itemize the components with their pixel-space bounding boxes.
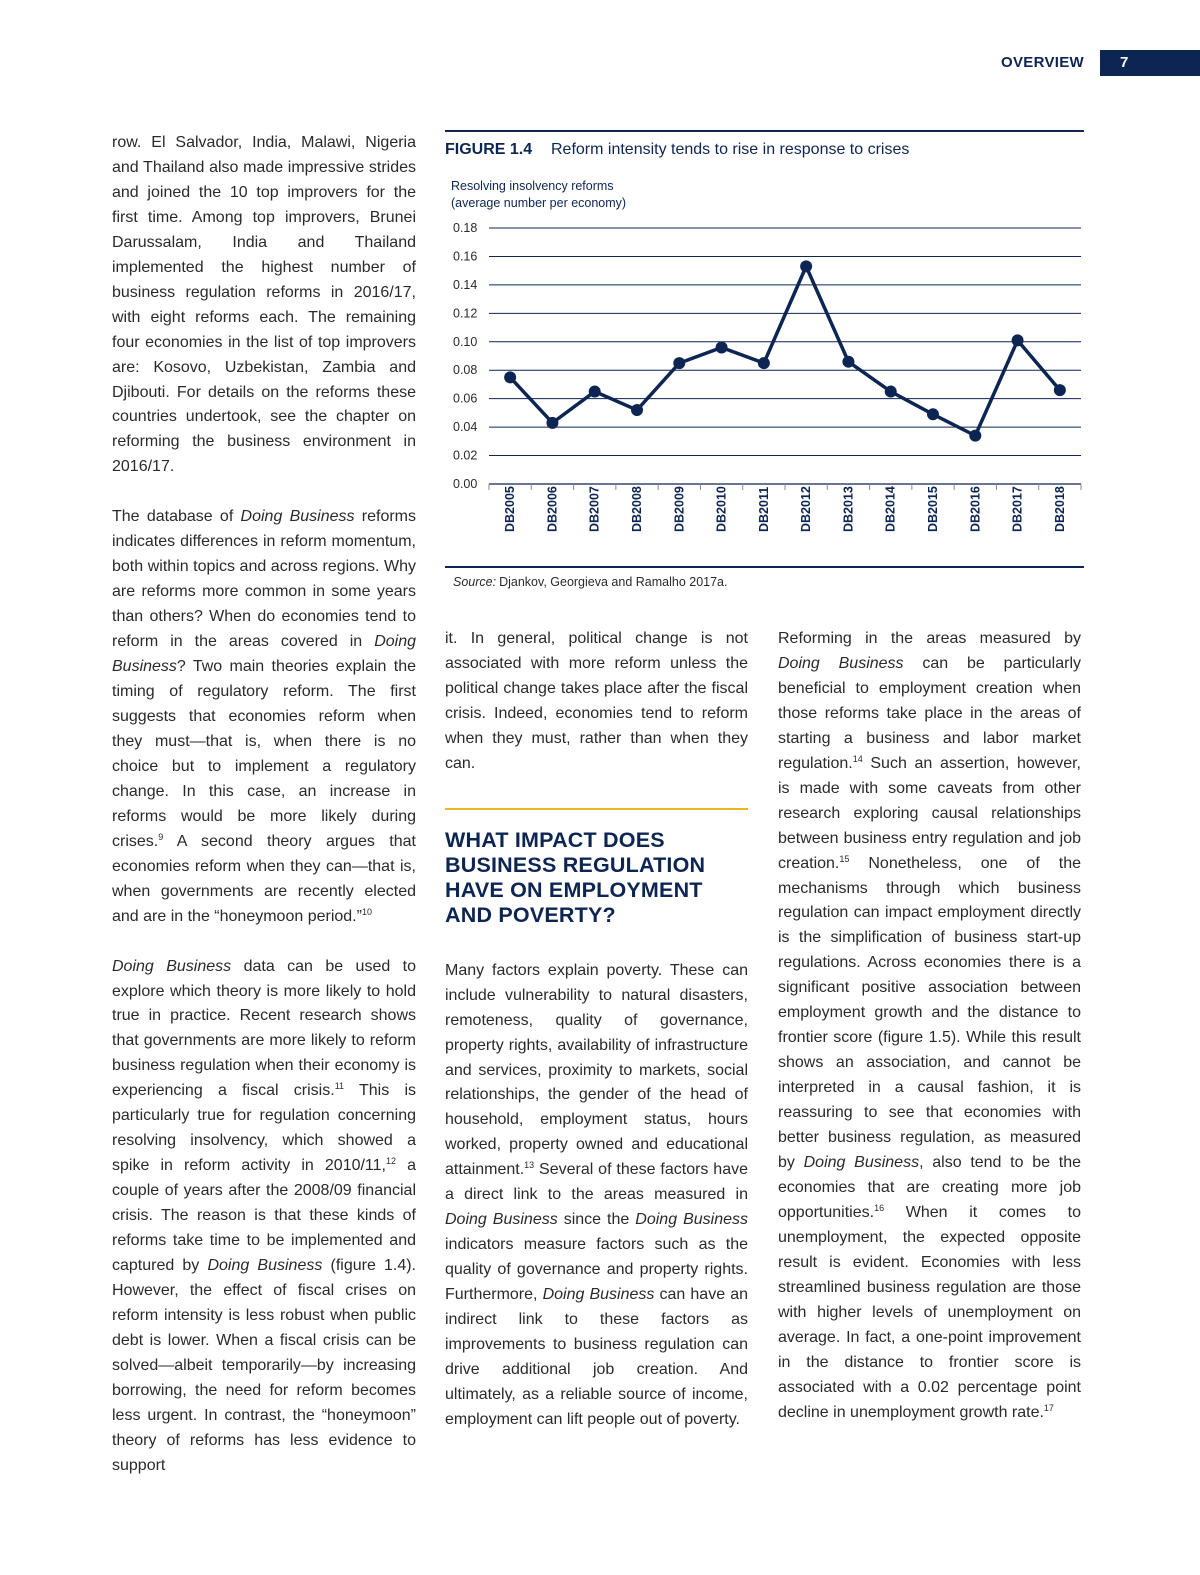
x-tick-label: DB2006 [545,486,560,532]
x-tick-label: DB2011 [756,486,771,532]
footnote-ref: 11 [334,1081,345,1092]
footnote-ref: 9 [158,831,164,842]
data-point [800,260,812,272]
figure-source: Source: Djankov, Georgieva and Ramalho 2017a. [453,575,728,589]
running-header-section: OVERVIEW [1001,54,1084,71]
data-point [1054,384,1066,396]
footnote-ref: 15 [839,853,850,864]
data-point [673,357,685,369]
y-tick-label: 0.18 [453,221,478,235]
data-point [716,341,728,353]
data-point [842,356,854,368]
y-tick-label: 0.00 [453,477,478,491]
data-point [885,386,897,398]
data-point [758,357,770,369]
x-tick-label: DB2009 [672,486,687,532]
data-point [504,371,516,383]
x-tick-label: DB2008 [630,486,644,532]
y-axis-label: (average number per economy) [451,196,627,210]
y-tick-label: 0.10 [453,334,478,349]
paragraph: it. In general, political change is not associated with more reform unless the political change takes place after the fiscal crisis. Indeed, economies tend to reform when they must, rather than when they can. [445,630,748,772]
x-tick-label: DB2010 [714,486,729,532]
page-number: 7 [1100,50,1200,76]
paragraph: Reforming in the areas measured by Doing Business can be particularly beneficial to employment creation when those reforms take place in the areas of starting a business and labor market regulation.$^{14}$ Such an assertion, however, is made with some caveats from other research exploring causal relationships between business entry regulation and job creation.$^{15}$ Nonetheless, one of the mechanisms through which business regulation can impact employment directly is the simplification of business start-up regulations. Across economies there is a significant positive association between employment growth and the distance to frontier score (figure 1.5). While this result shows an association, and cannot be interpreted in a causal fashion, it is reassuring to see that economies with better business regulation, as measured by Doing Business, also tend to be the economies that are creating more job opportunities.$^{16}$ When it comes to unemployment, the expected opposite result is evident. Economies with less streamlined business regulation are those with higher levels of unemployment on average. In fact, a one-point improvement in the distance to frontier score is associated with a 0.02 percentage point decline in unemployment growth rate.$^{17}$ [778,630,1082,1421]
y-tick-label: 0.02 [453,448,478,463]
paragraph: Doing Business data can be used to explore which theory is more likely to hold true in practice. Recent research shows that governments are more likely to reform business regulation when their economy is experiencing a fiscal crisis.$^{11}$ This is particularly true for regulation concerning resolving insolvency, which showed a spike in reform activity in 2010/11,12 a couple of years after the 2008/09 financial crisis. The reason is that these kinds of reforms take time to be implemented and captured by Doing Business (figure 1.4). However, the effect of fiscal crises on reform intensity is less robust when public debt is lower. When a fiscal crisis can be solved—albeit temporarily—by increasing borrowing, the need for reform becomes less urgent. In contrast, the “honeymoon” theory of reforms has less evidence to support [112,957,417,1474]
data-point [546,417,558,429]
y-tick-label: 0.16 [453,249,478,264]
data-point [1012,334,1024,346]
figure-title: Reform intensity tends to rise in response to crises [551,141,910,158]
y-tick-label: 0.14 [453,277,478,292]
footnote-ref: 10 [361,906,372,917]
y-tick-label: 0.06 [453,391,478,406]
footnote-ref: 13 [524,1160,535,1171]
x-tick-label: DB2013 [841,486,856,532]
section-heading: WHAT IMPACT DOES BUSINESS REGULATION HAVE ON EMPLOYMENT AND POVERTY? [445,827,706,927]
data-point [969,430,981,442]
x-tick-label: DB2016 [968,486,983,532]
y-tick-label: 0.04 [453,420,478,435]
text-column-right [778,627,1081,1426]
figure-number: FIGURE 1.4 [445,141,533,158]
y-axis-label: Resolving insolvency reforms [451,179,614,193]
y-tick-label: 0.12 [453,306,478,321]
figure-1-4 [445,130,1084,600]
x-tick-label: DB2007 [587,486,602,532]
line-chart [445,130,1084,566]
figure-bottom-rule [445,566,1084,568]
x-tick-label: DB2005 [503,486,518,532]
x-tick-label: DB2015 [926,486,940,532]
text-column-left [112,131,416,1479]
data-point [589,386,601,398]
footnote-ref: 14 [852,753,863,764]
paragraph: The database of Doing Business reforms indicates differences in reform momentum, both within topics and across regions. Why are reforms more common in some years than others? When do economies tend to reform in the areas covered in Doing Business? Two main theories explain the timing of regulatory reform. The first suggests that economies reform when they must—that is, when there is no choice but to implement a regulatory change. In this case, an increase in reforms would be more likely during crises.$^9$ A second theory argues that economies reform when they can—that is, when governments are recently elected and are in the “honeymoon period.”$^{10}$ [112,508,416,925]
x-tick-label: DB2014 [883,486,898,532]
paragraph: row. El Salvador, India, Malawi, Nigeria and Thailand also made impressive strides and joined the 10 top improvers for the first time. Among top improvers, Brunei Darussalam, India and Thailand implemented the highest number of business regulation reforms in 2016/17, with eight reforms each. The remaining four economies in the list of top improvers are: Kosovo, Uzbekistan, Zambia and Djibouti. For details on the reforms these countries undertook, see the chapter on reforming the business environment in 2016/17. [112,134,416,476]
x-tick-label: DB2012 [799,486,814,532]
footnote-ref: 16 [874,1202,885,1213]
data-point [927,408,939,420]
x-tick-label: DB2017 [1010,486,1025,532]
footnote-ref: 12 [385,1156,396,1167]
text-column-middle [445,627,748,1433]
series-line [510,266,1060,435]
footnote-ref: 17 [1043,1402,1054,1413]
data-point [631,404,643,416]
y-tick-label: 0.08 [453,363,478,378]
x-tick-label: DB2018 [1052,486,1067,532]
paragraph: Many factors explain poverty. These can include vulnerability to natural disasters, remoteness, quality of governance, property rights, availability of infrastructure and services, proximity to markets, social relationships, the gender of the head of household, employment status, hours worked, property owned and educational attainment.$^{13}$ Several of these factors have a direct link to the areas measured in Doing Business since the Doing Business indicators measure factors such as the quality of governance and property rights. Furthermore, Doing Business can have an indirect link to these factors as improvements to business regulation can drive additional job creation. And ultimately, as a reliable source of income, employment can lift people out of poverty. [445,961,748,1428]
section-divider [445,808,748,810]
